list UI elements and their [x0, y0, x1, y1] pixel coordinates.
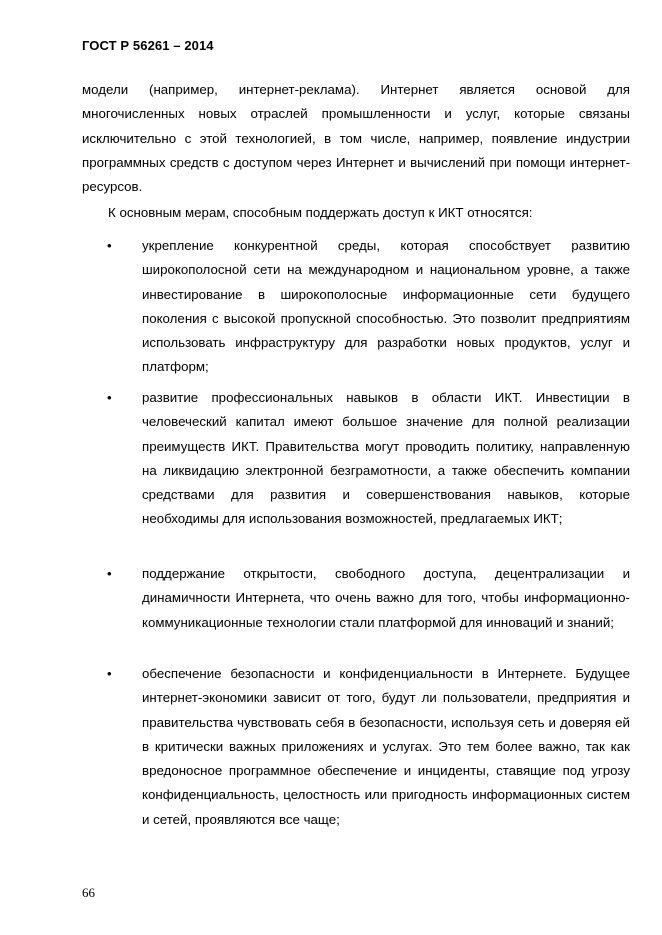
- document-header: ГОСТ Р 56261 – 2014: [82, 38, 214, 53]
- lead-paragraph: К основным мерам, способным поддержать доступ к ИКТ относятся:: [108, 205, 533, 220]
- list-item-text: поддержание открытости, свободного доступа, децентрализации и динамичности Интернета, что очень важно для того, чтобы информационно-коммуникационные технологии стали платформой для инноваций и знаний;: [142, 566, 630, 630]
- intro-paragraph: модели (например, интернет-реклама). Интернет является основой для многочисленных новых отраслей промышленности и услуг, которые связаны исключительно с этой технологией, в том числе, например, появление индустрии программных средств с доступом через Интернет и вычислений при помощи интернет-ресурсов.: [82, 82, 630, 195]
- list-item-text: развитие профессиональных навыков в области ИКТ. Инвестиции в человеческий капитал имеют большое значение для полной реализации преимуществ ИКТ. Правительства могут проводить политику, направленную на ликвидацию электронной безграмотности, а также обеспечить компании средствами для развития и совершенствования навыков, которые необходимы для использования возможностей, предлагаемых ИКТ;: [142, 390, 630, 527]
- list-item-text: укрепление конкурентной среды, которая способствует развитию широкополосной сети на международном и национальном уровне, а также инвестирование в широкополосные информационные сети будущего поколения с высокой пропускной способностью. Это позволит предприятиям использовать инфраструктуру для разработки новых продуктов, услуг и платформ;: [142, 238, 630, 375]
- bullet-icon: •: [107, 666, 112, 681]
- bullet-icon: •: [107, 390, 112, 405]
- bullet-icon: •: [107, 566, 112, 581]
- list-item-text: обеспечение безопасности и конфиденциальности в Интернете. Будущее интернет-экономики зависит от того, будут ли пользователи, предприятия и правительства чувствовать себя в безопасности, используя сеть и доверяя ей в критически важных приложениях и услугах. Это тем более важно, так как вредоносное программное обеспечение и инциденты, ставящие под угрозу конфиденциальность, целостность или пригодность информационных систем и сетей, проявляются все чаще;: [142, 666, 630, 827]
- bullet-icon: •: [107, 238, 112, 253]
- page-number: 66: [82, 885, 95, 900]
